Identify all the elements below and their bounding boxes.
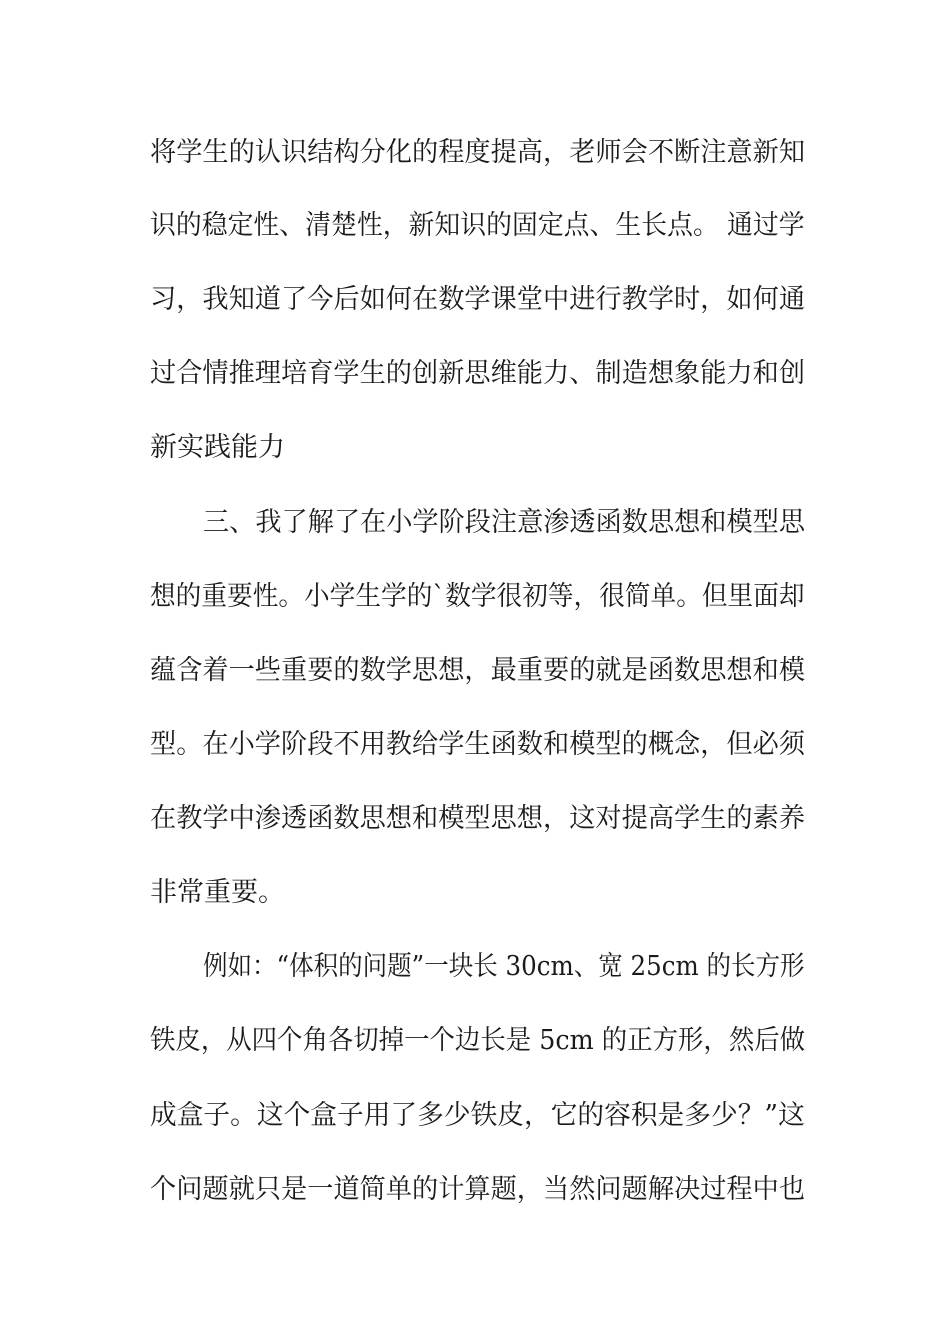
line-text: 非常重要。 [150, 877, 285, 908]
text-line [0, 651, 950, 691]
text-line [0, 206, 950, 246]
text-line [0, 725, 950, 765]
text-line [0, 799, 950, 839]
line-text: 习，我知道了今后如何在数学课堂中进行教学时，如何通 [150, 284, 806, 315]
line-text: 蕴含着一些重要的数学思想，最重要的就是函数思想和模 [150, 655, 806, 686]
text-line [0, 1170, 950, 1210]
line-text: 个问题就只是一道简单的计算题，当然问题解决过程中也 [150, 1174, 806, 1205]
line-text: 成盒子。这个盒子用了多少铁皮，它的容积是多少？”这 [150, 1100, 805, 1131]
line-text: 将学生的认识结构分化的程度提高，老师会不断注意新知 [150, 137, 806, 168]
text-line [0, 354, 950, 394]
text-line [0, 947, 950, 987]
line-text: 想的重要性。小学生学的`数学很初等，很简单。但里面却 [150, 581, 805, 612]
line-text: 型。在小学阶段不用教给学生函数和模型的概念，但必须 [150, 729, 806, 760]
text-line [0, 1021, 950, 1061]
line-text: 例如：“体积的问题”一块长 30cm、宽 25cm 的长方形 [203, 951, 805, 982]
text-line [0, 503, 950, 543]
text-line [0, 873, 950, 913]
line-text: 过合情推理培育学生的创新思维能力、制造想象能力和创 [150, 358, 806, 389]
line-text: 铁皮，从四个角各切掉一个边长是 5cm 的正方形，然后做 [150, 1025, 806, 1056]
line-text: 在教学中渗透函数思想和模型思想，这对提高学生的素养 [150, 803, 806, 834]
line-text: 三、我了解了在小学阶段注意渗透函数思想和模型思 [203, 507, 805, 538]
line-text: 识的稳定性、清楚性，新知识的固定点、生长点。 通过学 [150, 210, 805, 241]
text-line [0, 280, 950, 320]
text-line [0, 1096, 950, 1136]
text-line [0, 577, 950, 617]
text-line [0, 428, 950, 468]
line-text: 新实践能力 [150, 432, 285, 463]
text-line [0, 133, 950, 173]
